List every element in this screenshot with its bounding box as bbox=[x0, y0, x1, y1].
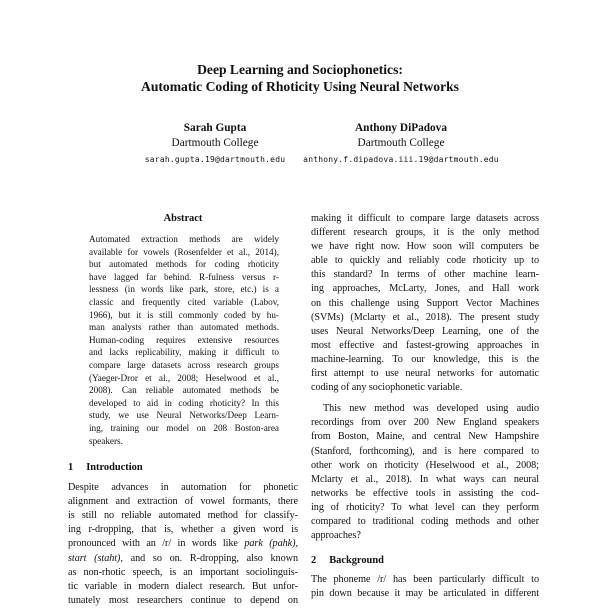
body-line: This new method was developed using audio bbox=[323, 403, 539, 415]
abstract-line: and lacks replicability, making it difficult to bbox=[89, 347, 279, 358]
body-line: (SVMs) (Mclarty et al., 2018). The present study bbox=[311, 311, 539, 323]
body-line bbox=[68, 537, 298, 551]
body-line: Mclarty et al., 2018). In what ways can neural bbox=[311, 473, 539, 485]
abstract-line: speakers. bbox=[89, 435, 123, 446]
right-paragraph-2 bbox=[311, 402, 539, 543]
abstract-line: Human-coding requires extensive resources bbox=[89, 334, 279, 345]
right-paragraph-1 bbox=[311, 212, 539, 395]
abstract-heading: Abstract bbox=[163, 213, 203, 224]
abstract-line: 2008). Can reliable automated methods be bbox=[89, 385, 279, 396]
body-line: ing approaches, McLarty, Jones, and Hall work bbox=[311, 283, 539, 295]
body-line: tic variable in modern dialect research. But unfor- bbox=[68, 580, 298, 592]
body-line: tunately most researchers continue to depend on bbox=[68, 594, 298, 606]
author-email: anthony.f.dipadova.iii.19@dartmouth.edu bbox=[303, 155, 499, 164]
abstract-line: lessness (in words like park, store, etc.) is a bbox=[89, 284, 279, 295]
abstract-line: study, we use Neural Networks/Deep Learn- bbox=[89, 410, 279, 421]
abstract-line: ing, training our model on 208 Boston-area bbox=[89, 422, 279, 433]
body-line: as non-rhotic speech, is an important sociolinguis- bbox=[68, 566, 298, 578]
abstract-line: but automated methods for coding rhoticity bbox=[89, 259, 279, 270]
abstract-line: developed to aid in coding rhoticity? In this bbox=[89, 397, 279, 408]
body-line: The phoneme /r/ has been particularly difficult to bbox=[311, 574, 539, 586]
body-line: approaches? bbox=[311, 530, 361, 542]
body-line: first attempt to use neural networks for automatic bbox=[311, 368, 539, 380]
body-line: machine-learning. To our knowledge, this is the bbox=[311, 353, 539, 365]
body-line: compared to traditional coding methods and other bbox=[311, 515, 539, 527]
paper-title bbox=[0, 61, 600, 95]
body-line: Despite advances in automation for phonetic bbox=[68, 482, 298, 494]
section-number: 1 bbox=[68, 462, 74, 474]
left-column bbox=[68, 212, 298, 608]
abstract-line: Automated extraction methods are widely bbox=[89, 234, 279, 244]
body-line: recordings from over 200 New England speakers bbox=[311, 417, 539, 429]
author-name: Anthony DiPadova bbox=[355, 122, 447, 134]
section-title: Introduction bbox=[86, 462, 143, 474]
section-heading-introduction bbox=[68, 461, 298, 474]
body-line: ing r-dropping, that is, whether a given word is bbox=[68, 524, 298, 536]
italic-example: park (pahk), bbox=[244, 538, 298, 550]
author-name: Sarah Gupta bbox=[183, 122, 247, 134]
author-email: sarah.gupta.19@dartmouth.edu bbox=[144, 155, 286, 164]
intro-paragraph bbox=[68, 481, 298, 608]
right-column bbox=[311, 212, 539, 601]
body-line: is still no reliable automated method for classify- bbox=[68, 510, 298, 522]
body-line: able to quickly and reliably code rhoticity up to bbox=[311, 255, 539, 267]
background-paragraph bbox=[311, 573, 539, 601]
abstract-line: 1966), but it is still commonly coded by hu- bbox=[89, 309, 279, 320]
abstract-line: compare large datasets across research groups bbox=[89, 359, 279, 370]
author-affiliation: Dartmouth College bbox=[357, 137, 445, 149]
abstract-line: available for vowels (Rosenfelder et al., 2014), bbox=[89, 246, 279, 257]
author-affiliation: Dartmouth College bbox=[171, 137, 259, 149]
abstract-line: have lagged far behind. R-fulness versus r- bbox=[89, 271, 279, 282]
body-line bbox=[68, 552, 298, 566]
abstract-line: (Yaeger-Dror et al., 2008; Heselwood et al., bbox=[89, 372, 279, 383]
body-line: uses Neural Networks/Deep Learning, one of the bbox=[311, 325, 539, 337]
body-line: other work on rhoticity (Heselwood et al., 2008; bbox=[311, 459, 539, 471]
body-line: pin down because it may be articulated in different bbox=[311, 588, 539, 600]
body-line: networks be effective tools in assisting the cod- bbox=[311, 487, 539, 499]
abstract-body bbox=[89, 233, 279, 447]
body-line: on this challenge using Support Vector Machines bbox=[311, 297, 539, 309]
section-title: Background bbox=[329, 555, 384, 567]
body-text-run: and so on. R-dropping, also known bbox=[122, 552, 298, 564]
section-heading-background bbox=[311, 554, 539, 567]
body-line: ing of rhoticity? To what level can they perform bbox=[311, 501, 539, 513]
body-line: alignment and extraction of vowel formants, there bbox=[68, 496, 298, 508]
abstract-line: man analysts rather than automated methods. bbox=[89, 322, 279, 333]
body-line: this standard? In terms of other machine learn- bbox=[311, 269, 539, 281]
section-number: 2 bbox=[311, 555, 317, 567]
body-line: (Stanford, forthcoming), and is here compared to bbox=[311, 445, 539, 457]
title-line: Automatic Coding of Rhoticity Using Neural Networks bbox=[141, 79, 459, 94]
italic-example: start (staht), bbox=[68, 552, 123, 564]
body-line: we have right now. How soon will computers be bbox=[311, 241, 539, 253]
body-line: coding of any sociophonetic variable. bbox=[311, 382, 463, 394]
title-line: Deep Learning and Sociophonetics: bbox=[197, 62, 403, 77]
body-line: most effective and fastest-growing approaches in bbox=[311, 339, 539, 351]
body-line: different research groups, it is the only method bbox=[311, 227, 539, 239]
author-block-2 bbox=[288, 121, 514, 167]
body-line: from Boston, Maine, and central New Hampshire bbox=[311, 431, 539, 443]
body-line: making it difficult to compare large datasets across bbox=[311, 213, 539, 224]
body-text-run: pronounced with an /r/ in words like bbox=[68, 538, 245, 550]
abstract-line: classic and frequently cited variable (Labov, bbox=[89, 296, 279, 307]
